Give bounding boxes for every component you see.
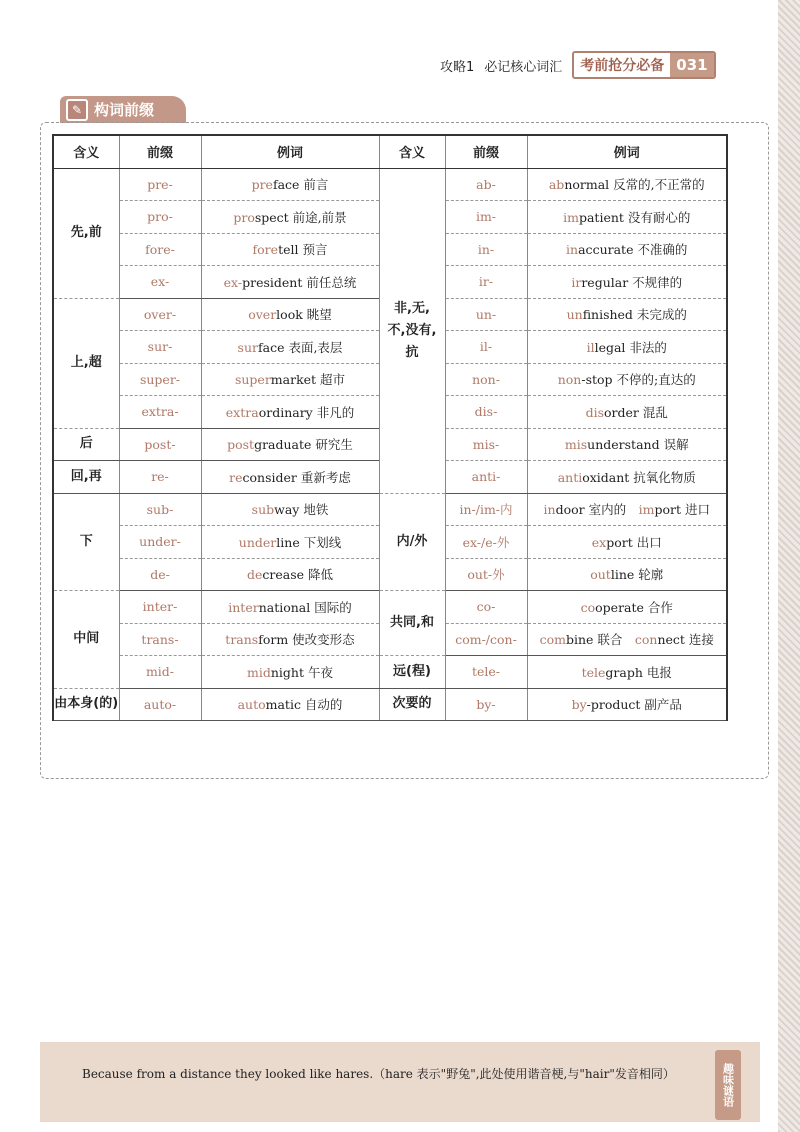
right-example-cell xyxy=(527,623,727,656)
left-prefix-cell: trans- xyxy=(119,623,201,656)
right-example-highlight-2: im xyxy=(638,502,655,518)
right-meaning-cell: 远(程) xyxy=(379,656,445,689)
left-example-highlight: pre xyxy=(251,177,273,193)
example-gap xyxy=(626,502,639,517)
header-example-right: 例词 xyxy=(527,135,727,168)
right-example-cell xyxy=(527,233,727,266)
right-meaning-cell: 次要的 xyxy=(379,688,445,721)
left-prefix-cell: auto- xyxy=(119,688,201,721)
header-meaning-right: 含义 xyxy=(379,135,445,168)
left-prefix-cell: de- xyxy=(119,558,201,591)
left-example-highlight: ex- xyxy=(223,274,243,290)
page-number: 031 xyxy=(670,53,713,77)
footer-joke: Because from a distance they looked like hares.（hare 表示"野兔",此处使用谐音梗,与"hair"发音相同） xyxy=(82,1067,675,1081)
pencil-note-icon: ✎ xyxy=(66,99,88,121)
left-example-highlight: post xyxy=(227,437,255,453)
left-example-cell xyxy=(201,331,379,364)
right-prefix-cell: com-/con- xyxy=(445,623,527,656)
left-example-rest: national 国际的 xyxy=(258,599,352,615)
left-example-rest: tell 预言 xyxy=(278,242,328,258)
page-edge-texture xyxy=(778,0,800,1132)
left-example-cell xyxy=(201,591,379,624)
left-prefix-cell: pro- xyxy=(119,201,201,234)
left-example-rest: graduate 研究生 xyxy=(254,437,353,453)
left-prefix-cell: post- xyxy=(119,428,201,461)
right-prefix-cell: dis- xyxy=(445,396,527,429)
left-example-highlight: inter xyxy=(228,599,259,615)
right-prefix-cell: tele- xyxy=(445,656,527,689)
left-prefix-cell: super- xyxy=(119,363,201,396)
right-example-cell xyxy=(527,688,727,721)
left-example-rest: line 下划线 xyxy=(276,534,342,550)
right-example-cell xyxy=(527,298,727,331)
right-example-rest: operate 合作 xyxy=(595,599,673,615)
right-example-cell xyxy=(527,591,727,624)
right-example-highlight-2: con xyxy=(634,632,658,648)
right-meaning-cell: 共同,和 xyxy=(379,591,445,656)
right-example-rest: finished 未完成的 xyxy=(582,307,687,323)
left-prefix-cell: ex- xyxy=(119,266,201,299)
page-header xyxy=(440,50,716,80)
right-example-highlight: ir xyxy=(571,274,582,290)
right-example-highlight: in xyxy=(566,242,579,258)
left-prefix-cell: over- xyxy=(119,298,201,331)
right-example-rest: regular 不规律的 xyxy=(581,274,683,290)
left-example-highlight: over xyxy=(248,307,277,323)
left-example-cell xyxy=(201,233,379,266)
header-section: 攻略1 xyxy=(440,59,475,75)
right-example-cell xyxy=(527,266,727,299)
left-example-cell xyxy=(201,688,379,721)
left-example-rest: president 前任总统 xyxy=(242,274,357,290)
right-example-highlight: il xyxy=(586,339,595,355)
right-prefix-cell: in-/im-内 xyxy=(445,493,527,526)
right-example-highlight: co xyxy=(580,599,596,615)
left-example-highlight: de xyxy=(246,567,263,583)
right-example-cell xyxy=(527,428,727,461)
right-example-rest: patient 没有耐心的 xyxy=(578,209,691,225)
right-example-highlight: anti xyxy=(557,469,583,485)
table-row xyxy=(53,688,727,721)
right-meaning-cell: 非,无,不,没有,抗 xyxy=(379,168,445,493)
left-example-cell xyxy=(201,168,379,201)
right-prefix-cell: il- xyxy=(445,331,527,364)
header-example-left: 例词 xyxy=(201,135,379,168)
left-example-rest: spect 前途,前景 xyxy=(254,209,347,225)
left-example-highlight: extra xyxy=(225,404,259,420)
table-body xyxy=(53,168,727,721)
left-prefix-cell: mid- xyxy=(119,656,201,689)
right-example-highlight: dis xyxy=(585,404,605,420)
right-example-rest: line 轮廓 xyxy=(610,567,664,583)
table-row xyxy=(53,656,727,689)
left-prefix-cell: extra- xyxy=(119,396,201,429)
left-meaning-cell: 回,再 xyxy=(53,461,119,494)
right-example-cell xyxy=(527,201,727,234)
left-prefix-cell: fore- xyxy=(119,233,201,266)
left-example-cell xyxy=(201,461,379,494)
right-example-highlight: im xyxy=(563,209,579,225)
left-example-cell xyxy=(201,428,379,461)
left-example-rest: matic 自动的 xyxy=(265,697,343,713)
right-example-rest: order 混乱 xyxy=(604,404,668,420)
left-meaning-cell: 先,前 xyxy=(53,168,119,298)
left-example-highlight: pro xyxy=(233,209,255,225)
left-example-highlight: under xyxy=(238,534,277,550)
left-meaning-cell: 下 xyxy=(53,493,119,591)
left-example-cell xyxy=(201,493,379,526)
right-example-highlight: ab xyxy=(548,177,565,193)
right-example-rest: oxidant 抗氧化物质 xyxy=(582,469,696,485)
right-prefix-cell: co- xyxy=(445,591,527,624)
left-example-rest: face 前言 xyxy=(272,177,329,193)
left-example-rest: face 表面,表层 xyxy=(258,339,343,355)
right-prefix-cell: mis- xyxy=(445,428,527,461)
right-example-highlight: un xyxy=(566,307,583,323)
right-example-rest: -product 副产品 xyxy=(586,697,682,713)
footer-tag: 趣味谜语 xyxy=(715,1050,741,1120)
left-example-cell xyxy=(201,363,379,396)
left-example-cell xyxy=(201,623,379,656)
right-example-rest: door 室内的 xyxy=(555,502,627,518)
right-prefix-cell: ir- xyxy=(445,266,527,299)
header-badge xyxy=(572,51,715,79)
left-example-rest: crease 降低 xyxy=(262,567,334,583)
left-example-highlight: mid xyxy=(247,664,271,680)
right-example-cell xyxy=(527,493,727,526)
right-example-rest: understand 误解 xyxy=(587,437,689,453)
table-row xyxy=(53,591,727,624)
right-example-highlight: by xyxy=(571,697,587,713)
left-example-rest: way 地铁 xyxy=(274,502,329,518)
left-example-highlight: sub xyxy=(251,502,275,518)
right-prefix-cell: anti- xyxy=(445,461,527,494)
right-example-cell xyxy=(527,168,727,201)
table-row xyxy=(53,493,727,526)
section-title: 构词前缀 xyxy=(94,101,155,119)
right-example-rest: port 出口 xyxy=(606,534,662,550)
header-badge-text: 考前抢分必备 xyxy=(574,55,670,75)
right-example-cell xyxy=(527,558,727,591)
left-example-rest: ordinary 非凡的 xyxy=(258,404,355,420)
table-header-row xyxy=(53,135,727,168)
right-meaning-cell: 内/外 xyxy=(379,493,445,591)
right-example-highlight: mis xyxy=(564,437,588,453)
right-example-rest: normal 反常的,不正常的 xyxy=(564,177,705,193)
left-example-cell xyxy=(201,266,379,299)
right-example-highlight: ex xyxy=(591,534,607,550)
left-meaning-cell: 后 xyxy=(53,428,119,461)
left-prefix-cell: sur- xyxy=(119,331,201,364)
left-example-highlight: auto xyxy=(237,697,266,713)
left-example-cell xyxy=(201,298,379,331)
left-meaning-cell: 由本身(的) xyxy=(53,688,119,721)
left-example-cell xyxy=(201,526,379,559)
right-example-highlight: in xyxy=(543,502,556,518)
left-example-cell xyxy=(201,396,379,429)
header-prefix-left: 前缀 xyxy=(119,135,201,168)
left-meaning-cell: 中间 xyxy=(53,591,119,689)
header-prefix-right: 前缀 xyxy=(445,135,527,168)
right-example-rest: -stop 不停的;直达的 xyxy=(581,372,696,388)
table-row xyxy=(53,168,727,201)
right-example-highlight: tele xyxy=(581,664,606,680)
right-prefix-cell: by- xyxy=(445,688,527,721)
right-example-rest-2: nect 连接 xyxy=(657,632,714,648)
right-example-rest: accurate 不准确的 xyxy=(578,242,688,258)
left-example-highlight: trans xyxy=(225,632,259,648)
right-prefix-cell: out-外 xyxy=(445,558,527,591)
right-example-rest: graph 电报 xyxy=(605,664,672,680)
right-example-rest: legal 非法的 xyxy=(594,339,667,355)
right-prefix-cell: un- xyxy=(445,298,527,331)
left-prefix-cell: under- xyxy=(119,526,201,559)
right-prefix-cell: ab- xyxy=(445,168,527,201)
right-prefix-cell: im- xyxy=(445,201,527,234)
right-example-cell xyxy=(527,526,727,559)
right-prefix-cell: non- xyxy=(445,363,527,396)
right-example-cell xyxy=(527,396,727,429)
left-prefix-cell: re- xyxy=(119,461,201,494)
left-example-cell xyxy=(201,201,379,234)
example-gap xyxy=(622,632,635,647)
left-example-highlight: fore xyxy=(252,242,279,258)
header-topic: 必记核心词汇 xyxy=(484,59,563,75)
left-example-highlight: super xyxy=(234,372,271,388)
right-example-cell xyxy=(527,656,727,689)
left-prefix-cell: inter- xyxy=(119,591,201,624)
left-example-rest: consider 重新考虑 xyxy=(242,469,351,485)
left-example-rest: form 使改变形态 xyxy=(258,632,355,648)
section-tab xyxy=(60,96,186,123)
left-example-rest: look 眺望 xyxy=(276,307,332,323)
left-example-rest: market 超市 xyxy=(270,372,346,388)
right-example-rest-2: port 进口 xyxy=(654,502,710,518)
right-example-rest: bine 联合 xyxy=(565,632,623,648)
header-meaning-left: 含义 xyxy=(53,135,119,168)
prefix-table xyxy=(52,134,728,721)
left-prefix-cell: pre- xyxy=(119,168,201,201)
left-meaning-cell: 上,超 xyxy=(53,298,119,428)
right-example-highlight: out xyxy=(590,567,611,583)
left-example-cell xyxy=(201,558,379,591)
right-example-cell xyxy=(527,363,727,396)
left-example-rest: night 午夜 xyxy=(270,664,333,680)
left-example-highlight: re xyxy=(229,469,243,485)
right-example-cell xyxy=(527,331,727,364)
right-example-cell xyxy=(527,461,727,494)
left-example-highlight: sur xyxy=(237,339,258,355)
right-prefix-cell: in- xyxy=(445,233,527,266)
right-prefix-cell: ex-/e-外 xyxy=(445,526,527,559)
left-example-cell xyxy=(201,656,379,689)
left-prefix-cell: sub- xyxy=(119,493,201,526)
right-example-highlight: com xyxy=(539,632,566,648)
right-example-highlight: non xyxy=(557,372,582,388)
